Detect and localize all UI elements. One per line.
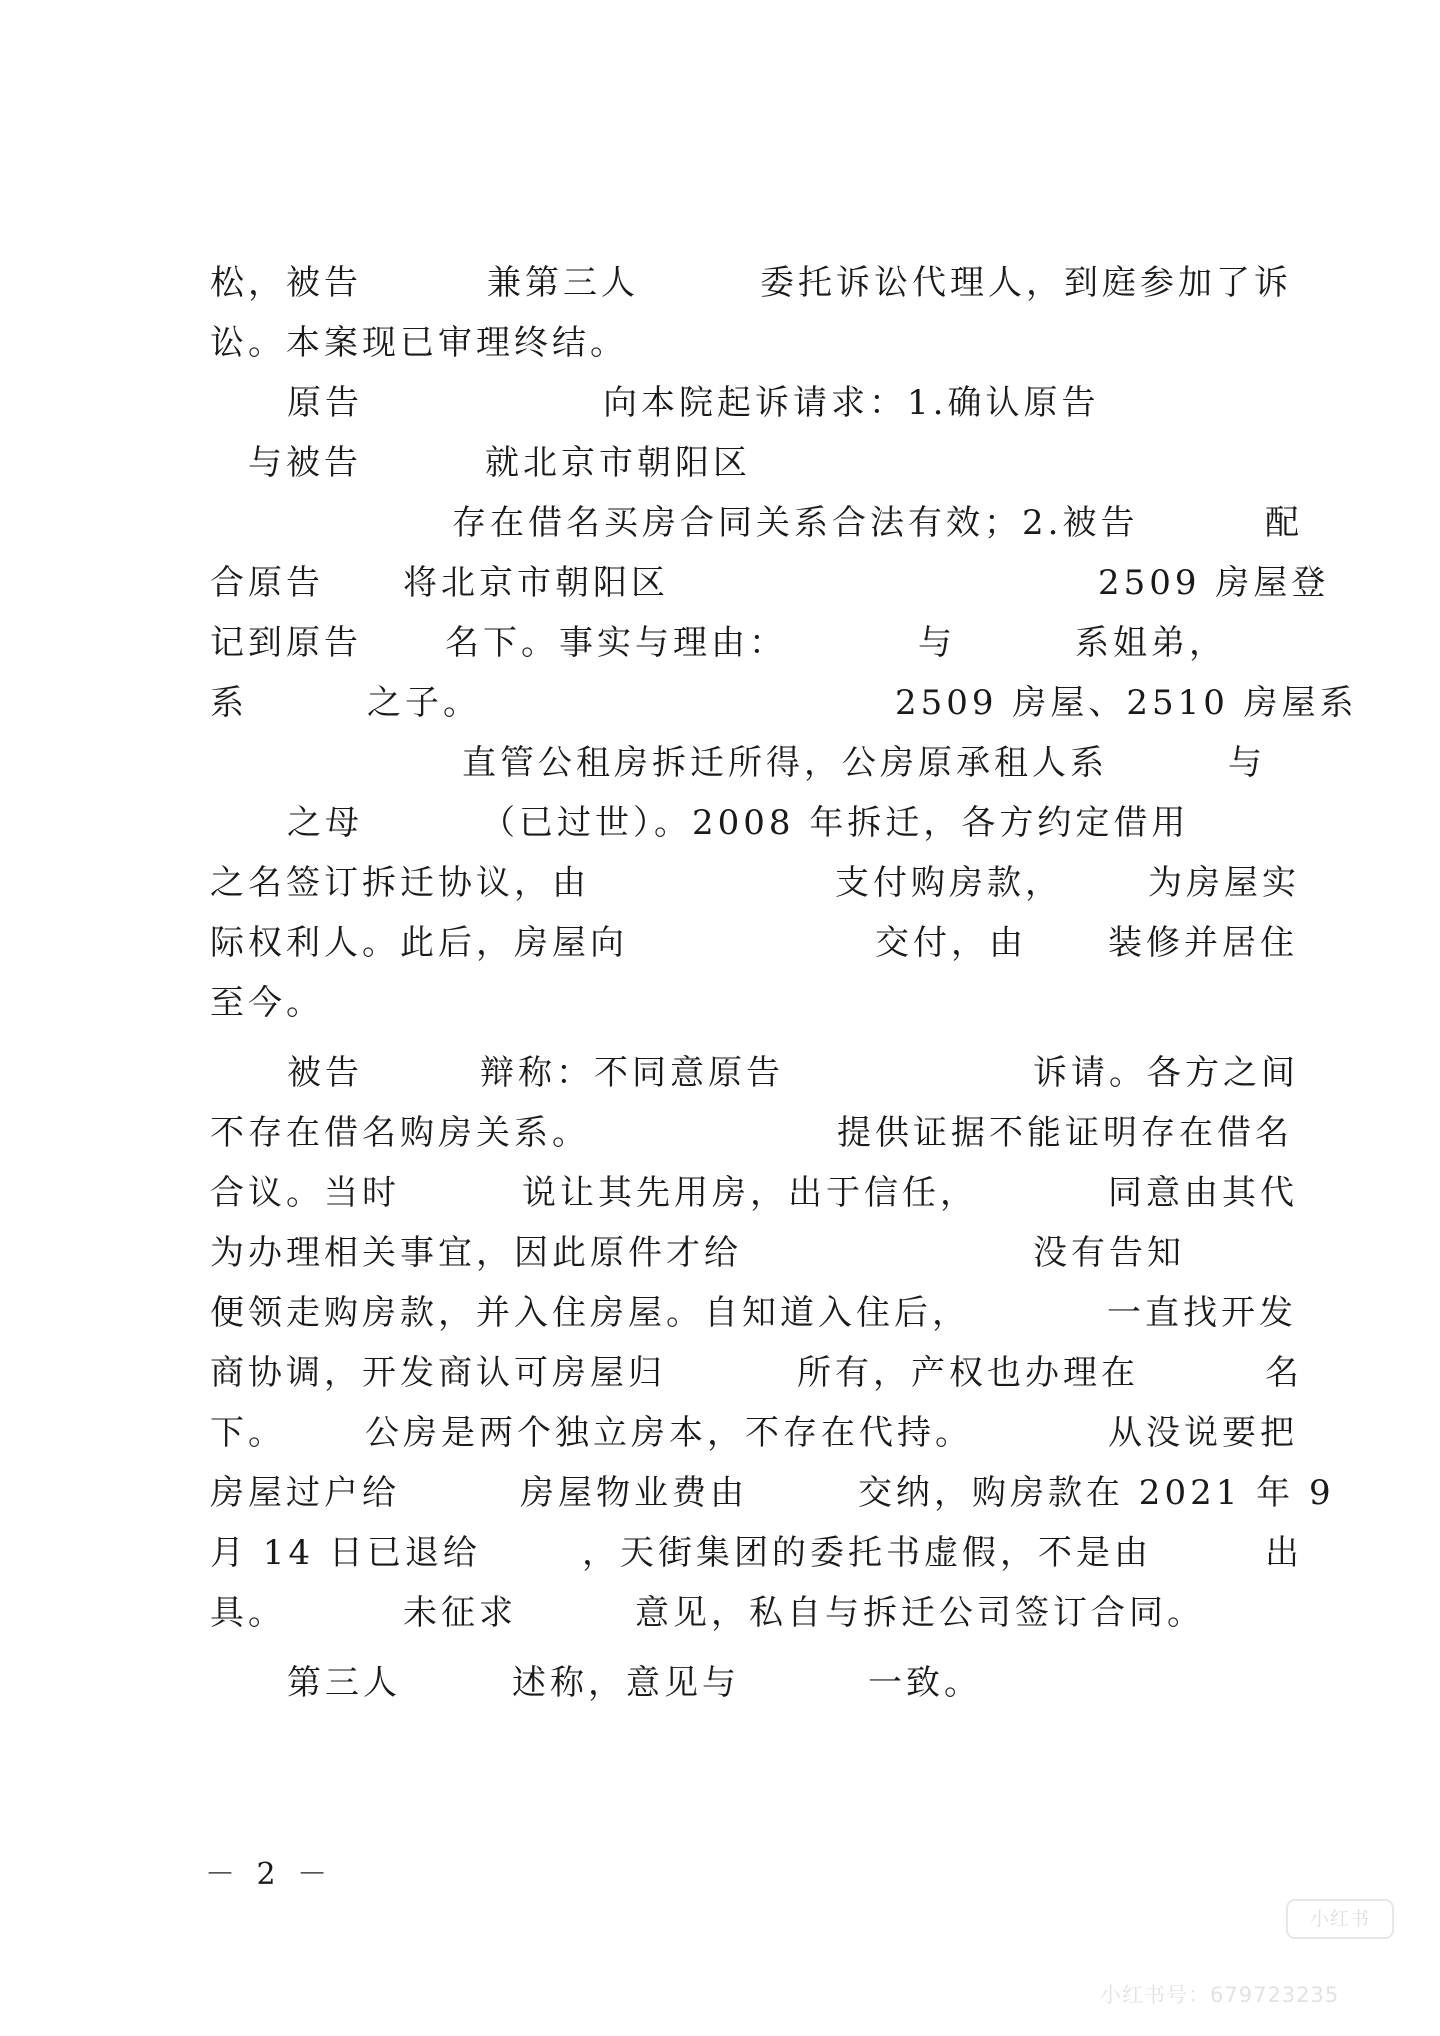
- text-segment: 房屋过户给: [210, 1473, 400, 1513]
- text-segment: 同意由其代: [1108, 1173, 1298, 1213]
- text-segment: 被告: [287, 1053, 363, 1093]
- text-line: [0, 253, 1440, 313]
- text-line: [0, 553, 1440, 613]
- text-line: [0, 613, 1440, 673]
- watermark-logo: 小红书: [1286, 1899, 1394, 1939]
- text-segment: 之名签订拆迁协议，由: [210, 863, 590, 903]
- text-segment: 就北京市朝阳区: [485, 443, 751, 483]
- text-segment: 合议。当时: [210, 1173, 400, 1213]
- text-line: [0, 373, 1440, 433]
- text-segment: 际权利人。此后，房屋向: [210, 923, 628, 963]
- text-segment: 交纳，购房款在 2021 年 9: [858, 1473, 1335, 1513]
- text-segment: 一直找开发: [1107, 1293, 1297, 1333]
- text-segment: 讼。本案现已审理终结。: [210, 323, 628, 363]
- text-segment: 系: [210, 683, 248, 723]
- text-segment: 将北京市朝阳区: [403, 563, 669, 603]
- text-segment: 松，被告: [210, 263, 362, 303]
- text-segment: 合原告: [210, 563, 324, 603]
- text-line: [0, 1343, 1440, 1403]
- text-segment: 述称，意见与: [512, 1663, 740, 1703]
- text-segment: 未征求: [403, 1593, 517, 1633]
- page-number: － 2 －: [205, 1857, 334, 1892]
- text-line: [0, 973, 1440, 1033]
- text-segment: 与: [1228, 743, 1266, 783]
- text-line: [0, 853, 1440, 913]
- text-segment: 记到原告: [210, 623, 362, 663]
- text-line: [0, 1523, 1440, 1583]
- text-segment: 装修并居住: [1108, 923, 1298, 963]
- text-line: [0, 1103, 1440, 1163]
- text-segment: 兼第三人: [487, 263, 639, 303]
- text-segment: 为房屋实: [1148, 863, 1300, 903]
- text-line: [0, 1463, 1440, 1523]
- text-segment: 之子。: [367, 683, 481, 723]
- text-segment: 交付，由: [875, 923, 1027, 963]
- text-segment: 说让其先用房，出于信任，: [522, 1173, 978, 1213]
- text-line: [0, 1403, 1440, 1463]
- text-segment: 商协调，开发商认可房屋归: [210, 1353, 666, 1393]
- text-line: [0, 1583, 1440, 1643]
- text-segment: 向本院起诉请求：1.确认原告: [603, 383, 1100, 423]
- text-segment: 名下。事实与理由：: [445, 623, 787, 663]
- text-segment: 公房是两个独立房本，不存在代持。: [365, 1413, 973, 1453]
- text-segment: 名: [1265, 1353, 1303, 1393]
- text-segment: 具。: [210, 1593, 286, 1633]
- text-segment: 不存在借名购房关系。: [210, 1113, 590, 1153]
- text-segment: 第三人: [287, 1663, 401, 1703]
- text-line: [0, 433, 1440, 493]
- text-line: [0, 1163, 1440, 1223]
- text-segment: 直管公租房拆迁所得，公房原承租人系: [462, 743, 1108, 783]
- text-segment: 支付购房款，: [835, 863, 1063, 903]
- text-line: [0, 1043, 1440, 1103]
- text-segment: 月 14 日已退给: [210, 1533, 481, 1573]
- text-segment: 下。: [210, 1413, 286, 1453]
- text-line: [0, 493, 1440, 553]
- text-segment: 没有告知: [1033, 1233, 1185, 1273]
- text-segment: 便领走购房款，并入住房屋。自知道入住后，: [210, 1293, 970, 1333]
- text-segment: 至今。: [210, 983, 324, 1023]
- text-line: [0, 673, 1440, 733]
- text-segment: 从没说要把: [1108, 1413, 1298, 1453]
- text-line: [0, 793, 1440, 853]
- text-segment: 2509 房屋登: [1098, 563, 1330, 603]
- text-segment: 一致。: [868, 1663, 982, 1703]
- text-segment: 存在借名买房合同关系合法有效；2.被告: [452, 503, 1139, 543]
- text-segment: 诉请。各方之间: [1033, 1053, 1299, 1093]
- text-segment: 配: [1265, 503, 1303, 543]
- text-segment: 提供证据不能证明存在借名: [837, 1113, 1293, 1153]
- watermark-id: 小红书号：679723235: [1100, 1983, 1340, 2007]
- text-segment: 系姐弟，: [1075, 623, 1227, 663]
- text-segment: 2509 房屋、2510 房屋系: [895, 683, 1358, 723]
- text-segment: 所有，产权也办理在: [797, 1353, 1139, 1393]
- text-segment: ，天街集团的委托书虚假，不是由: [582, 1533, 1152, 1573]
- text-segment: 与: [918, 623, 956, 663]
- text-segment: 出: [1265, 1533, 1303, 1573]
- text-line: [0, 1653, 1440, 1713]
- text-line: [0, 313, 1440, 373]
- text-segment: 为办理相关事宜，因此原件才给: [210, 1233, 742, 1273]
- text-segment: 委托诉讼代理人，到庭参加了诉: [760, 263, 1292, 303]
- text-segment: 房屋物业费由: [520, 1473, 748, 1513]
- text-line: [0, 733, 1440, 793]
- text-segment: 之母: [287, 803, 363, 843]
- text-segment: 原告: [287, 383, 363, 423]
- text-line: [0, 913, 1440, 973]
- text-line: [0, 1283, 1440, 1343]
- text-segment: 意见，私自与拆迁公司签订合同。: [635, 1593, 1205, 1633]
- text-segment: 与被告: [248, 443, 362, 483]
- text-segment: （已过世）。2008 年拆迁，各方约定借用: [481, 803, 1190, 843]
- text-segment: 辩称：不同意原告: [480, 1053, 784, 1093]
- text-line: [0, 1223, 1440, 1283]
